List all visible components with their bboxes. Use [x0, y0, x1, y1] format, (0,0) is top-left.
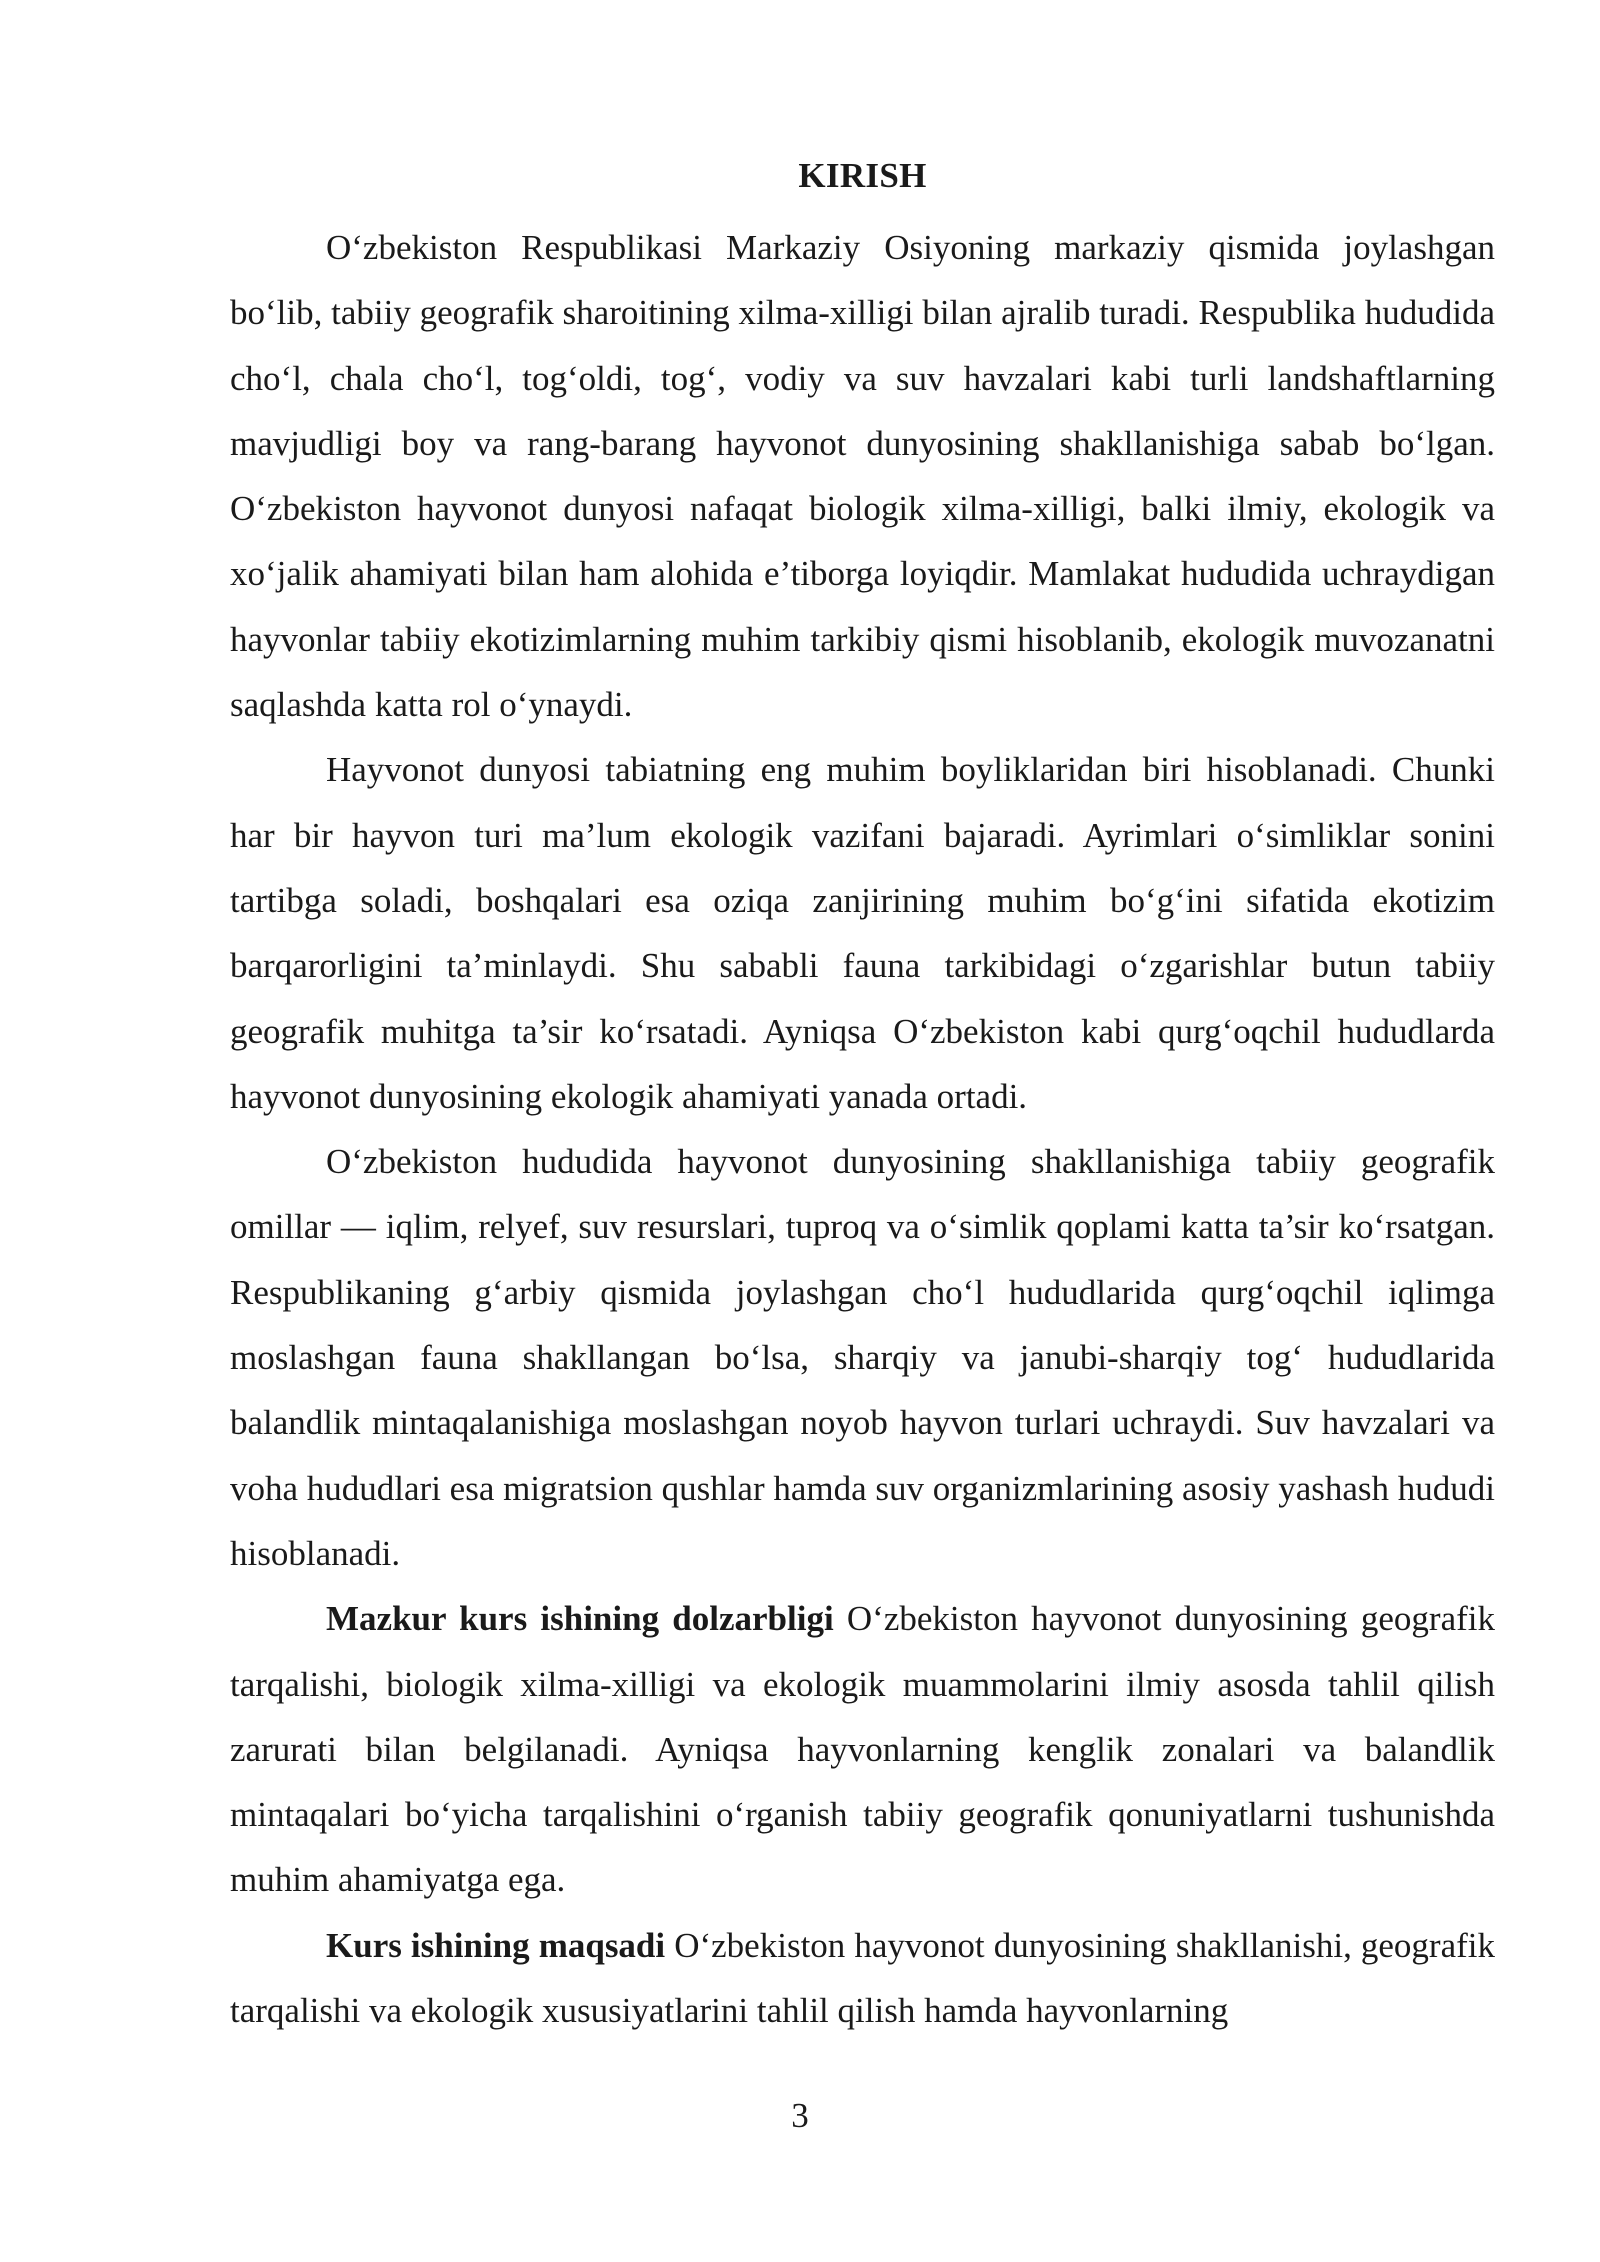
paragraph-text: O‘zbekiston hayvonot dunyosining shakllanishi, geografik tarqalishi va ekologik xususiyatlarini tahlil qilish hamda hayvonlarning	[230, 1925, 1496, 2031]
document-page	[230, 150, 1495, 2043]
paragraph-text: O‘zbekiston hududida hayvonot dunyosining shakllanishiga tabiiy geografik omillar — iqlim, relyef, suv resurslari, tuproq va o‘simlik qoplami katta ta’sir ko‘rsatgan. Respublikaning g‘arbiy qismida joylashgan cho‘l hududlarida qurg‘oqchil iqlimga moslashgan fauna shakllangan bo‘lsa, sharqiy va janubi-sharqiy tog‘ hududlarida balandlik mintaqalanishiga moslashgan noyob hayvon turlari uchraydi. Suv havzalari va voha hududlari esa migratsion qushlar hamda suv organizmlarining asosiy yashash hududi hisoblanadi.	[230, 1142, 1495, 1573]
section-title: KIRISH	[798, 156, 927, 195]
paragraph-lead-relevance: Mazkur kurs ishining dolzarbligi	[326, 1599, 834, 1639]
paragraph-2	[230, 737, 1495, 1129]
page-number: 3	[791, 2096, 809, 2135]
paragraph-text: Hayvonot dunyosi tabiatning eng muhim boyliklaridan biri hisoblanadi. Chunki har bir hayvon turi ma’lum ekologik vazifani bajaradi. Ayrimlari o‘simliklar sonini tartibga soladi, boshqalari esa oziqa zanjirining muhim bo‘g‘ini sifatida ekotizim barqarorligini ta’minlaydi. Shu sababli fauna tarkibidagi o‘zgarishlar butun tabiiy geografik muhitga ta’sir ko‘rsatadi. Ayniqsa O‘zbekiston kabi qurg‘oqchil hududlarda hayvonot dunyosining ekologik ahamiyati yanada ortadi.	[230, 750, 1495, 1116]
paragraph-relevance	[230, 1586, 1495, 1912]
paragraph-text: O‘zbekiston hayvonot dunyosining geografik tarqalishi, biologik xilma-xilligi va ekologik muammolarini ilmiy asosda tahlil qilish zarurati bilan belgilanadi. Ayniqsa hayvonlarning kenglik zonalari va balandlik mintaqalari bo‘yicha tarqalishini o‘rganish tabiiy geografik qonuniyatlarni tushunishda muhim ahamiyatga ega.	[230, 1599, 1495, 1900]
paragraph-1	[230, 215, 1495, 737]
paragraph-text: O‘zbekiston Respublikasi Markaziy Osiyoning markaziy qismida joylashgan bo‘lib, tabiiy geografik sharoitining xilma-xilligi bilan ajralib turadi. Respublika hududida cho‘l, chala cho‘l, tog‘oldi, tog‘, vodiy va suv havzalari kabi turli landshaftlarning mavjudligi boy va rang-barang hayvonot dunyosining shakllanishiga sabab bo‘lgan. O‘zbekiston hayvonot dunyosi nafaqat biologik xilma-xilligi, balki ilmiy, ekologik va xo‘jalik ahamiyati bilan ham alohida e’tiborga loyiqdir. Mamlakat hududida uchraydigan hayvonlar tabiiy ekotizimlarning muhim tarkibiy qismi hisoblanib, ekologik muvozanatni saqlashda katta rol o‘ynaydi.	[230, 228, 1495, 725]
paragraph-goal	[230, 1913, 1495, 2044]
paragraph-lead-goal: Kurs ishining maqsadi	[326, 1925, 666, 1965]
paragraph-3	[230, 1129, 1495, 1586]
